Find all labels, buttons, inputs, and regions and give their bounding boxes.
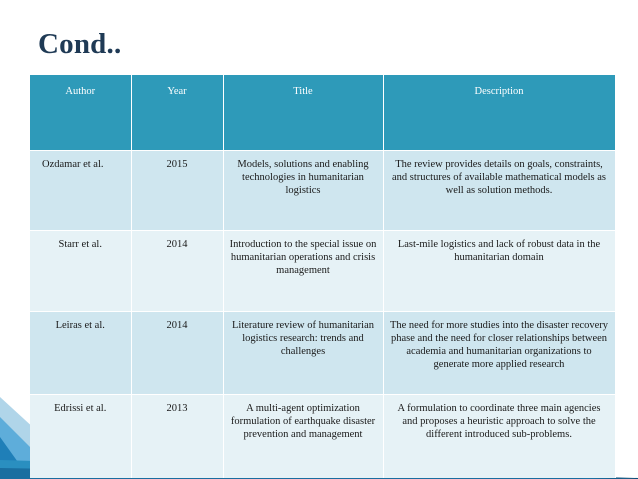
- title-cell: A multi-agent optimization formulation of earthquake disaster prevention and management: [223, 395, 383, 479]
- author-cell: Leiras et al.: [30, 312, 131, 395]
- description-cell: Last-mile logistics and lack of robust data in the humanitarian domain: [383, 231, 615, 312]
- year-cell: 2015: [131, 151, 223, 231]
- year-cell: 2014: [131, 312, 223, 395]
- slide-title: Cond..: [38, 28, 122, 60]
- column-header-title: Title: [223, 75, 383, 151]
- table-row: [30, 312, 615, 395]
- column-header-year: Year: [131, 75, 223, 151]
- description-cell: The review provides details on goals, constraints, and structures of available mathematical models as well as solution methods.: [383, 151, 615, 231]
- table-row: [30, 231, 615, 312]
- table-header-row: [30, 75, 615, 151]
- title-cell: Models, solutions and enabling technologies in humanitarian logistics: [223, 151, 383, 231]
- table-row: [30, 395, 615, 479]
- column-header-description: Description: [383, 75, 615, 151]
- description-cell: The need for more studies into the disaster recovery phase and the need for closer relationships between academia and humanitarian organizations to generate more applied research: [383, 312, 615, 395]
- author-cell: Edrissi et al.: [30, 395, 131, 479]
- title-cell: Literature review of humanitarian logistics research: trends and challenges: [223, 312, 383, 395]
- column-header-author: Author: [30, 75, 131, 151]
- year-cell: 2013: [131, 395, 223, 479]
- table-row: [30, 151, 615, 231]
- description-cell: A formulation to coordinate three main agencies and proposes a heuristic approach to solve the different introduced sub-problems.: [383, 395, 615, 479]
- author-cell: Ozdamar et al.: [30, 151, 131, 231]
- title-cell: Introduction to the special issue on humanitarian operations and crisis management: [223, 231, 383, 312]
- year-cell: 2014: [131, 231, 223, 312]
- literature-table: [30, 75, 616, 478]
- author-cell: Starr et al.: [30, 231, 131, 312]
